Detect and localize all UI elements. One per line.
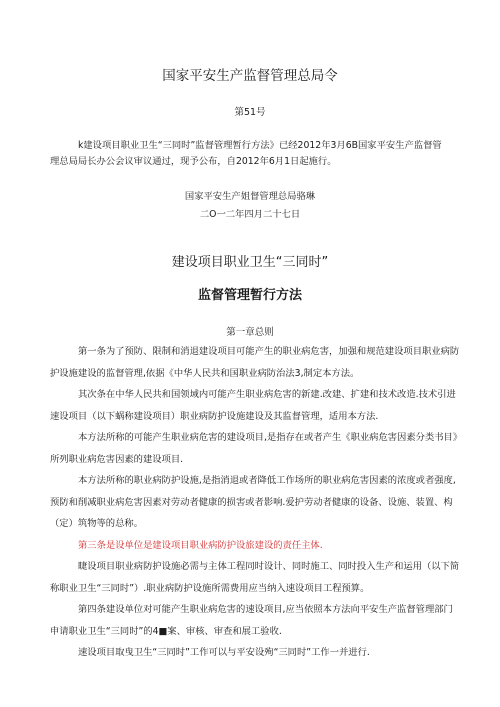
paragraph-2-line-1: 其次条在中华人民共和国领域内可能产生职业病危害的新建.改建、扩建和技术改造.技术引进 [78,389,456,400]
issuer-signature: 国家平安生产姐督管理总局骆琳 [184,191,316,202]
paragraph-6-line-1: 睫设项目职业病防护设施必需与主体工程同时设计、同时施工、同时投入生产和运用（以下简 [78,561,460,572]
issue-date: 二O一二年四月二十七日 [199,209,301,220]
regulation-title-line-2: 监督管理暂行方法 [197,288,302,303]
decree-number: 第51号 [234,107,266,118]
paragraph-7-line-2: 申请职业卫生“三同时”的4■案、审核、审查和展工验收. [50,625,282,637]
chapter-heading: 第一章总则 [226,327,274,338]
decree-title: 国家平安生产监督管理总局令 [162,68,338,84]
paragraph-3-line-1: 本方法所称的可能产生职业病危害的建设项目,是指存在或者产生《职业病危害因素分类书目》 [78,432,463,443]
paragraph-1-line-2: 护设施建设的监督管理,依据《中华人民共和国职业病防治法3,制定本方法。 [50,367,360,379]
intro-line-2: 理总局局长办公会议审议通过，现予公布，自2012年6月1日起施行。 [50,156,337,167]
paragraph-4-line-3: （定）筑物等的总称。 [50,518,143,529]
paragraph-5-line-1: 第三条是设单位是建设项目职业病防护设旅建设的责任主体. [78,539,323,551]
paragraph-4-line-2: 预防和削减职业病危害因素对劳动者健康的损害或者影响.爱护劳动者健康的设备、设施、装置、构 [50,496,453,508]
paragraph-1-line-1: 第一条为了预防、限制和消退建设项目可能产生的职业病危害，加强和规范建设项目职业病防 [78,346,460,357]
paragraph-8-line-1: 速设项目取曳卫生“三同时”工作可以与平安设殉“三同时”工作一并进行. [78,647,370,658]
paragraph-7-line-1: 第四条建设单位对可能产生职业病危害的速设项目,应当依照本方法向平安生产监督管理部门 [78,604,453,615]
paragraph-2-line-2: 速设项目（以下蜗称建设项目）职业病防护设施建设及其监督管理，适用本方法. [50,410,379,422]
paragraph-3-line-2: 所列职业病危害因素的建设项目. [50,453,184,465]
regulation-title-line-1: 建设项目职业卫生“三同时” [171,255,329,270]
paragraph-6-line-2: 称职业卫生“三同时”）.职业病防护设施所需费用应当纳入速设项目工程预算。 [50,582,370,594]
paragraph-4-line-1: 本方法所称的职业病防护设施,是指消退或者降低工作场所的职业病危害因素的浓度或者强度, [78,475,456,486]
intro-line-1: k建设项目职业卫生“三同时”监督管理暂行方法》已经2012年3月6B国家平安生产监督管 [78,140,442,151]
